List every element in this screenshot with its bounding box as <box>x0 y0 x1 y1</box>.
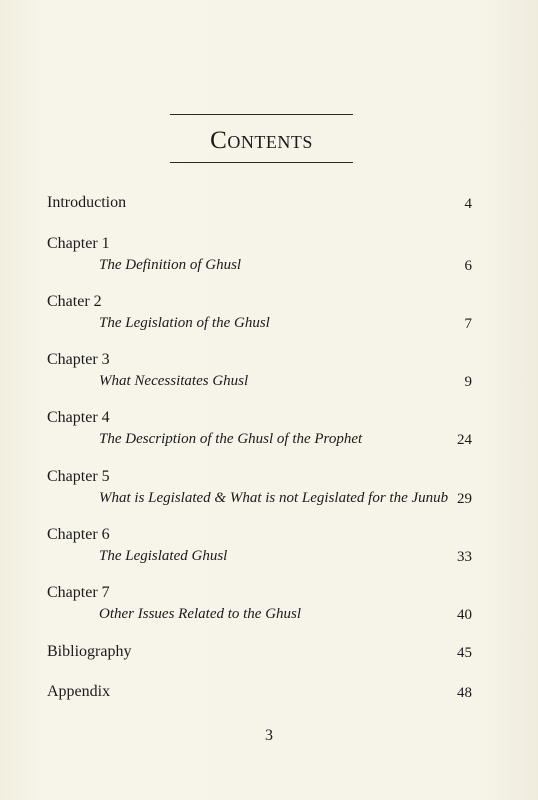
toc-page-chapter-4: 24 <box>457 432 472 448</box>
toc-page-chapter-7: 40 <box>457 607 472 623</box>
toc-entry-chapter-3: Chapter 3 <box>47 351 110 368</box>
toc-subtitle-chapter-7: Other Issues Related to the Ghusl <box>99 606 302 622</box>
toc-page-introduction: 4 <box>464 196 472 212</box>
toc-subtitle-chapter-1: The Definition of Ghusl <box>99 257 242 273</box>
toc-page-chapter-6: 33 <box>457 549 472 565</box>
toc-entry-bibliography: Bibliography <box>47 643 132 660</box>
title-rule-top <box>170 114 353 115</box>
toc-entry-chapter-4: Chapter 4 <box>47 409 110 426</box>
toc-entry-chapter-7: Chapter 7 <box>47 584 110 601</box>
toc-page-chapter-5: 29 <box>457 491 472 507</box>
title-rule-bottom <box>170 162 353 163</box>
toc-entry-chapter-5: Chapter 5 <box>47 468 110 485</box>
toc-page-chapter-2: 7 <box>464 316 472 332</box>
page-number: 3 <box>265 727 273 744</box>
toc-page-appendix: 48 <box>457 685 472 701</box>
toc-page-chapter-1: 6 <box>464 258 472 274</box>
toc-subtitle-chapter-4: The Description of the Ghusl of the Prophet <box>99 431 363 447</box>
toc-page-bibliography: 45 <box>457 645 472 661</box>
toc-subtitle-chapter-2: The Legislation of the Ghusl <box>99 315 270 331</box>
toc-entry-chapter-1: Chapter 1 <box>47 235 110 252</box>
toc-subtitle-chapter-6: The Legislated Ghusl <box>99 548 228 564</box>
page-title: Contents <box>210 127 313 154</box>
toc-page-chapter-3: 9 <box>464 374 472 390</box>
toc-subtitle-chapter-3: What Necessitates Ghusl <box>99 373 249 389</box>
toc-entry-introduction: Introduction <box>47 194 127 211</box>
toc-entry-chapter-2: Chater 2 <box>47 293 102 310</box>
toc-entry-appendix: Appendix <box>47 683 111 700</box>
toc-entry-chapter-6: Chapter 6 <box>47 526 110 543</box>
toc-subtitle-chapter-5: What is Legislated & What is not Legislated for the Junub <box>99 490 449 506</box>
